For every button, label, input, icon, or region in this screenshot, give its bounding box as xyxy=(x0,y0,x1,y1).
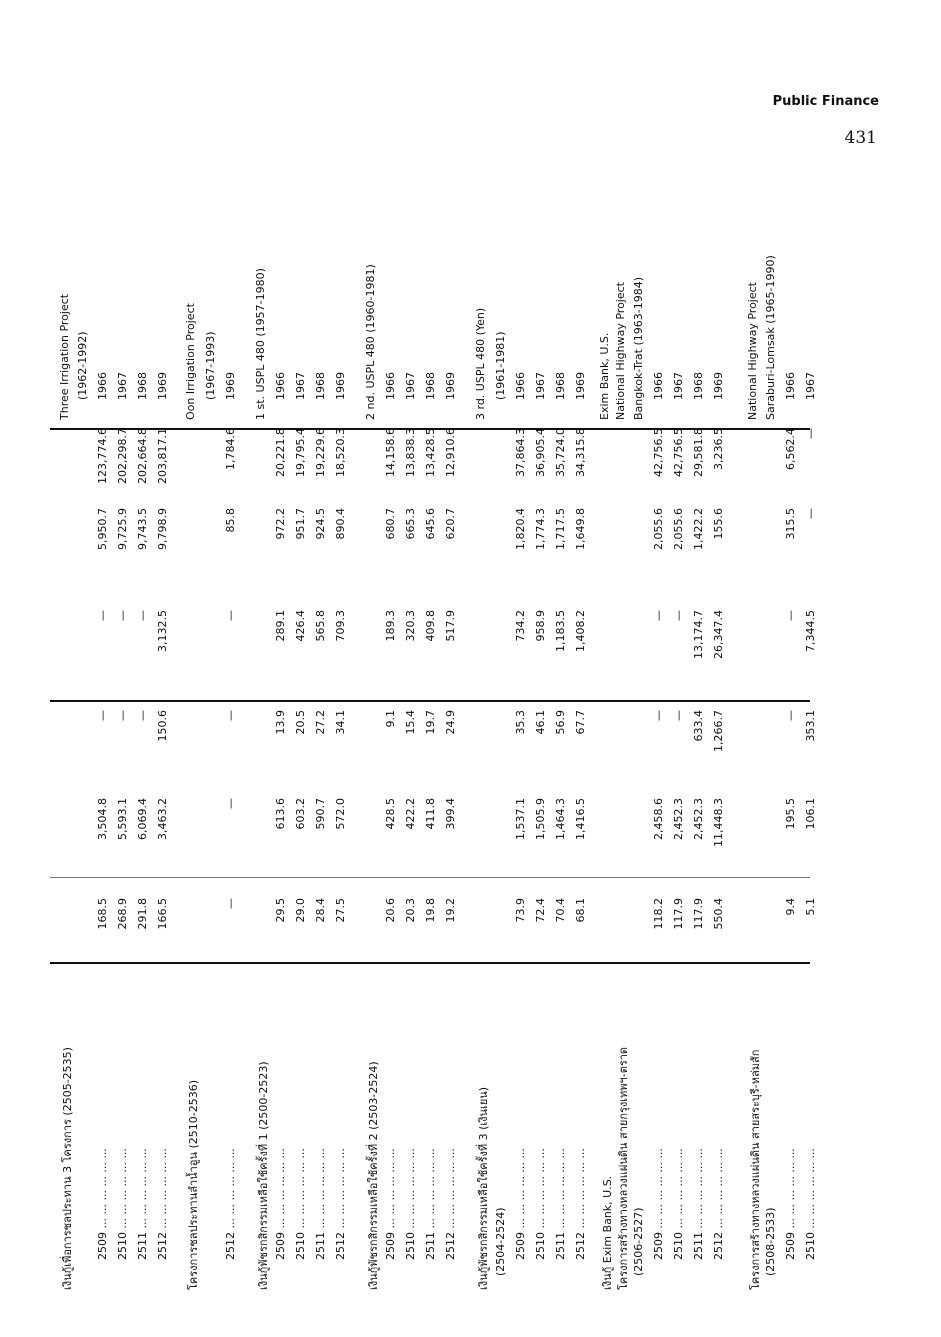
value-cell: — xyxy=(804,428,817,439)
value-cell: 289.1 xyxy=(274,610,287,642)
value-cell: — xyxy=(224,798,237,809)
thai-label: เงินกู้เพื่อการชลประทาน 3 โครงการ (2505-2535) xyxy=(61,1047,74,1290)
thai-label: 2510 ... ... ... ... ... ... xyxy=(534,1148,547,1260)
value-cell: 1,416.5 xyxy=(574,798,587,840)
thai-label: 2512 ... ... ... ... ... ... xyxy=(712,1148,725,1260)
value-cell: 29.5 xyxy=(274,898,287,923)
english-label: (1961-1981) xyxy=(494,331,507,400)
thai-label: เงินกู้ Exim Bank, U.S. xyxy=(601,1175,614,1290)
value-cell: 620.7 xyxy=(444,508,457,540)
thai-label: 2512 ... ... ... ... ... ... xyxy=(224,1148,237,1260)
value-cell: 27.2 xyxy=(314,710,327,735)
value-cell: 24.9 xyxy=(444,710,457,735)
thai-label: 2511 ... ... ... ... ... ... xyxy=(424,1148,437,1260)
english-label: (1967-1993) xyxy=(204,331,217,400)
english-label: 1967 xyxy=(534,372,547,400)
value-cell: 19.7 xyxy=(424,710,437,735)
table-row xyxy=(156,190,176,1290)
table-row xyxy=(534,190,554,1290)
table-row xyxy=(334,190,354,1290)
table-row xyxy=(712,190,732,1290)
thai-label: 2510 ... ... ... ... ... ... xyxy=(804,1148,817,1260)
value-cell: 155.6 xyxy=(712,508,725,540)
value-cell: 1,784.6 xyxy=(224,428,237,470)
thai-label: 2511 ... ... ... ... ... ... xyxy=(314,1148,327,1260)
value-cell: 72.4 xyxy=(534,898,547,923)
thai-label: (2508-2533) xyxy=(764,1207,777,1276)
thai-label: โครงการสร้างทางหลวงแผ่นดิน สายกรุงเทพฯ-ตราด xyxy=(617,1046,630,1290)
thai-label: เงินกู้พัชรกสิกรรมเหลือใช้ครั้งที่ 3 (เงินเยน) xyxy=(477,1086,490,1290)
value-cell: — xyxy=(224,610,237,621)
thai-label: เงินกู้พัชรกสิกรรมเหลือใช้ครั้งที่ 1 (2500-2523) xyxy=(257,1061,270,1290)
value-cell: 123,774.6 xyxy=(96,428,109,484)
table-row xyxy=(76,190,96,1290)
thai-label: 2509 ... ... ... ... ... ... xyxy=(96,1148,109,1260)
value-cell: 20,221.8 xyxy=(274,428,287,477)
value-cell: 428.5 xyxy=(384,798,397,830)
english-label: 1967 xyxy=(404,372,417,400)
value-cell: 46.1 xyxy=(534,710,547,735)
value-cell: 6,562.4 xyxy=(784,428,797,470)
table-row xyxy=(294,190,314,1290)
table-row xyxy=(514,190,534,1290)
value-cell: 42,756.5 xyxy=(652,428,665,477)
english-label: Three Irrigation Project xyxy=(58,293,71,420)
english-label: 1969 xyxy=(156,372,169,400)
thai-label: 2509 ... ... ... ... ... ... xyxy=(784,1148,797,1260)
value-cell: 13,838.3 xyxy=(404,428,417,477)
value-cell: 734.2 xyxy=(514,610,527,642)
table-row xyxy=(474,190,494,1290)
thai-label: 2512 ... ... ... ... ... ... xyxy=(334,1148,347,1260)
value-cell: 665.3 xyxy=(404,508,417,540)
value-cell: 28.4 xyxy=(314,898,327,923)
value-cell: 1,408.2 xyxy=(574,610,587,652)
table-row xyxy=(652,190,672,1290)
value-cell: 9,743.5 xyxy=(136,508,149,550)
value-cell: 1,266.7 xyxy=(712,710,725,752)
page-header: Public Finance xyxy=(772,94,879,109)
thai-label: เงินกู้พัชรกสิกรรมเหลือใช้ครั้งที่ 2 (2503-2524) xyxy=(367,1061,380,1290)
value-cell: 20.5 xyxy=(294,710,307,735)
value-cell: 9,798.9 xyxy=(156,508,169,550)
english-label: 1968 xyxy=(554,372,567,400)
english-label: 1968 xyxy=(314,372,327,400)
table-row xyxy=(274,190,294,1290)
table-row xyxy=(424,190,444,1290)
value-cell: 3,504.8 xyxy=(96,798,109,840)
english-label: 1966 xyxy=(514,372,527,400)
english-label: 1969 xyxy=(224,372,237,400)
rotated-table xyxy=(50,190,900,1290)
value-cell: 399.4 xyxy=(444,798,457,830)
value-cell: 13,174.7 xyxy=(692,610,705,659)
value-cell: 709.3 xyxy=(334,610,347,642)
value-cell: 633.4 xyxy=(692,710,705,742)
value-cell: 422.2 xyxy=(404,798,417,830)
english-label: National Highway Project xyxy=(614,282,627,420)
value-cell: 37,864.3 xyxy=(514,428,527,477)
value-cell: 6,069.4 xyxy=(136,798,149,840)
value-cell: 7,344.5 xyxy=(804,610,817,652)
table-row xyxy=(764,190,784,1290)
value-cell: 1,505.9 xyxy=(534,798,547,840)
value-cell: — xyxy=(652,610,665,621)
english-label: Exim Bank, U.S. xyxy=(598,332,611,420)
value-cell: 958.9 xyxy=(534,610,547,642)
value-cell: 42,756.5 xyxy=(672,428,685,477)
english-label: 1968 xyxy=(136,372,149,400)
thai-label: 2510 ... ... ... ... ... ... xyxy=(116,1148,129,1260)
value-cell: 2,452.3 xyxy=(692,798,705,840)
table-row xyxy=(746,190,766,1290)
value-cell: 603.2 xyxy=(294,798,307,830)
thai-label: โครงการชลประทานลำน้ำอูน (2510-2536) xyxy=(187,1079,200,1290)
table-row xyxy=(784,190,804,1290)
value-cell: 1,537.1 xyxy=(514,798,527,840)
table-row xyxy=(136,190,156,1290)
value-cell: 3,236.5 xyxy=(712,428,725,470)
value-cell: — xyxy=(136,610,149,621)
value-cell: 34.1 xyxy=(334,710,347,735)
value-cell: 14,158.6 xyxy=(384,428,397,477)
english-label: 1967 xyxy=(116,372,129,400)
value-cell: 2,452.3 xyxy=(672,798,685,840)
thai-label: 2509 ... ... ... ... ... ... xyxy=(384,1148,397,1260)
value-cell: 19,795.4 xyxy=(294,428,307,477)
value-cell: 19.8 xyxy=(424,898,437,923)
value-cell: 18,520.3 xyxy=(334,428,347,477)
english-label: 1969 xyxy=(574,372,587,400)
table-row xyxy=(384,190,404,1290)
value-cell: 70.4 xyxy=(554,898,567,923)
value-cell: — xyxy=(136,710,149,721)
value-cell: 36,905.4 xyxy=(534,428,547,477)
english-label: (1962-1992) xyxy=(76,331,89,400)
table-row xyxy=(314,190,334,1290)
value-cell: 29,581.8 xyxy=(692,428,705,477)
thai-label: 2511 ... ... ... ... ... ... xyxy=(554,1148,567,1260)
value-cell: 189.3 xyxy=(384,610,397,642)
value-cell: 203,817.1 xyxy=(156,428,169,484)
value-cell: — xyxy=(784,610,797,621)
value-cell: 2,458.6 xyxy=(652,798,665,840)
value-cell: 1,717.5 xyxy=(554,508,567,550)
value-cell: 572.0 xyxy=(334,798,347,830)
value-cell: 353.1 xyxy=(804,710,817,742)
value-cell: 951.7 xyxy=(294,508,307,540)
thai-label: 2512 ... ... ... ... ... ... xyxy=(574,1148,587,1260)
value-cell: — xyxy=(804,508,817,519)
english-label: 3 rd. USPL 480 (Yen) xyxy=(474,307,487,420)
value-cell: 315.5 xyxy=(784,508,797,540)
value-cell: 1,422.2 xyxy=(692,508,705,550)
table-row xyxy=(364,190,384,1290)
value-cell: 890.4 xyxy=(334,508,347,540)
table-row xyxy=(614,190,634,1290)
value-cell: 5.1 xyxy=(804,898,817,916)
english-label: 1969 xyxy=(334,372,347,400)
value-cell: 9,725.9 xyxy=(116,508,129,550)
thai-label: 2509 ... ... ... ... ... ... xyxy=(652,1148,665,1260)
value-cell: 550.4 xyxy=(712,898,725,930)
thai-label: 2512 ... ... ... ... ... ... xyxy=(156,1148,169,1260)
english-label: 1967 xyxy=(672,372,685,400)
value-cell: 68.1 xyxy=(574,898,587,923)
english-label: 1968 xyxy=(424,372,437,400)
table-row xyxy=(444,190,464,1290)
thai-label: 2512 ... ... ... ... ... ... xyxy=(444,1148,457,1260)
value-cell: 1,183.5 xyxy=(554,610,567,652)
english-label: Bangkok-Trat (1963-1984) xyxy=(632,277,645,420)
value-cell: 9.4 xyxy=(784,898,797,916)
value-cell: 3,463.2 xyxy=(156,798,169,840)
value-cell: 291.8 xyxy=(136,898,149,930)
table-row xyxy=(494,190,514,1290)
value-cell: — xyxy=(96,710,109,721)
value-cell: 11,448.3 xyxy=(712,798,725,847)
value-cell: 565.8 xyxy=(314,610,327,642)
english-label: 1967 xyxy=(804,372,817,400)
value-cell: 2,055.6 xyxy=(672,508,685,550)
value-cell: 13.9 xyxy=(274,710,287,735)
value-cell: 27.5 xyxy=(334,898,347,923)
value-cell: 117.9 xyxy=(672,898,685,930)
value-cell: 1,464.3 xyxy=(554,798,567,840)
value-cell: 972.2 xyxy=(274,508,287,540)
table-row xyxy=(116,190,136,1290)
value-cell: 13,428.5 xyxy=(424,428,437,477)
value-cell: 5,593.1 xyxy=(116,798,129,840)
english-label: National Highway Project xyxy=(746,282,759,420)
value-cell: 26,347.4 xyxy=(712,610,725,659)
english-label: Saraburi-Lomsak (1965-1990) xyxy=(764,255,777,420)
value-cell: — xyxy=(116,710,129,721)
english-label: 1969 xyxy=(712,372,725,400)
value-cell: 2,055.6 xyxy=(652,508,665,550)
english-label: 1968 xyxy=(692,372,705,400)
value-cell: — xyxy=(652,710,665,721)
table-row xyxy=(254,190,274,1290)
table-row xyxy=(204,190,224,1290)
value-cell: 117.9 xyxy=(692,898,705,930)
table-row xyxy=(632,190,652,1290)
english-label: 1966 xyxy=(652,372,665,400)
value-cell: — xyxy=(672,610,685,621)
value-cell: 5,950.7 xyxy=(96,508,109,550)
value-cell: 409.8 xyxy=(424,610,437,642)
value-cell: — xyxy=(96,610,109,621)
table-row xyxy=(184,190,204,1290)
value-cell: 34,315.8 xyxy=(574,428,587,477)
value-cell: 268.9 xyxy=(116,898,129,930)
table-row xyxy=(224,190,244,1290)
value-cell: 20.3 xyxy=(404,898,417,923)
thai-label: 2509 ... ... ... ... ... ... xyxy=(274,1148,287,1260)
thai-label: (2504-2524) xyxy=(494,1207,507,1276)
value-cell: 56.9 xyxy=(554,710,567,735)
value-cell: — xyxy=(672,710,685,721)
english-label: 1966 xyxy=(784,372,797,400)
english-label: 1967 xyxy=(294,372,307,400)
thai-label: 2510 ... ... ... ... ... ... xyxy=(294,1148,307,1260)
table-row xyxy=(692,190,712,1290)
thai-label: 2511 ... ... ... ... ... ... xyxy=(692,1148,705,1260)
value-cell: 517.9 xyxy=(444,610,457,642)
value-cell: 202,664.8 xyxy=(136,428,149,484)
value-cell: 15.4 xyxy=(404,710,417,735)
value-cell: 195.5 xyxy=(784,798,797,830)
table-row xyxy=(554,190,574,1290)
value-cell: 150.6 xyxy=(156,710,169,742)
table-row xyxy=(574,190,594,1290)
english-label: 1966 xyxy=(96,372,109,400)
english-label: 1969 xyxy=(444,372,457,400)
value-cell: 411.8 xyxy=(424,798,437,830)
value-cell: 1,774.3 xyxy=(534,508,547,550)
value-cell: 168.5 xyxy=(96,898,109,930)
value-cell: 1,649.8 xyxy=(574,508,587,550)
english-label: Oon Irrigation Project xyxy=(184,303,197,420)
value-cell: 35,724.0 xyxy=(554,428,567,477)
english-label: 1 st. USPL 480 (1957-1980) xyxy=(254,268,267,420)
value-cell: 9.1 xyxy=(384,710,397,728)
table-row xyxy=(404,190,424,1290)
value-cell: — xyxy=(116,610,129,621)
value-cell: 680.7 xyxy=(384,508,397,540)
table-row xyxy=(804,190,824,1290)
value-cell: 166.5 xyxy=(156,898,169,930)
value-cell: 67.7 xyxy=(574,710,587,735)
value-cell: 73.9 xyxy=(514,898,527,923)
value-cell: 3,132.5 xyxy=(156,610,169,652)
value-cell: 590.7 xyxy=(314,798,327,830)
value-cell: 924.5 xyxy=(314,508,327,540)
value-cell: 85.8 xyxy=(224,508,237,533)
value-cell: 19,229.6 xyxy=(314,428,327,477)
thai-label: โครงการสร้างทางหลวงแผ่นดิน สายสระบุรี-หล่มสัก xyxy=(749,1049,762,1290)
thai-label: 2511 ... ... ... ... ... ... xyxy=(136,1148,149,1260)
value-cell: — xyxy=(224,898,237,909)
english-label: 1966 xyxy=(274,372,287,400)
thai-label: 2509 ... ... ... ... ... ... xyxy=(514,1148,527,1260)
value-cell: 12,910.6 xyxy=(444,428,457,477)
value-cell: 106.1 xyxy=(804,798,817,830)
value-cell: 118.2 xyxy=(652,898,665,930)
value-cell: — xyxy=(784,710,797,721)
value-cell: 613.6 xyxy=(274,798,287,830)
table-row xyxy=(58,190,78,1290)
value-cell: 426.4 xyxy=(294,610,307,642)
value-cell: 19.2 xyxy=(444,898,457,923)
page-number: 431 xyxy=(844,128,877,148)
english-label: 1966 xyxy=(384,372,397,400)
value-cell: 645.6 xyxy=(424,508,437,540)
value-cell: 29.0 xyxy=(294,898,307,923)
value-cell: 20.6 xyxy=(384,898,397,923)
value-cell: 202,298.7 xyxy=(116,428,129,484)
thai-label: (2506-2527) xyxy=(632,1207,645,1276)
english-label: 2 nd. USPL 480 (1960-1981) xyxy=(364,264,377,420)
thai-label: 2510 ... ... ... ... ... ... xyxy=(404,1148,417,1260)
value-cell: — xyxy=(224,710,237,721)
value-cell: 1,820.4 xyxy=(514,508,527,550)
thai-label: 2510 ... ... ... ... ... ... xyxy=(672,1148,685,1260)
value-cell: 320.3 xyxy=(404,610,417,642)
table-row xyxy=(672,190,692,1290)
table-row xyxy=(96,190,116,1290)
value-cell: 35.3 xyxy=(514,710,527,735)
